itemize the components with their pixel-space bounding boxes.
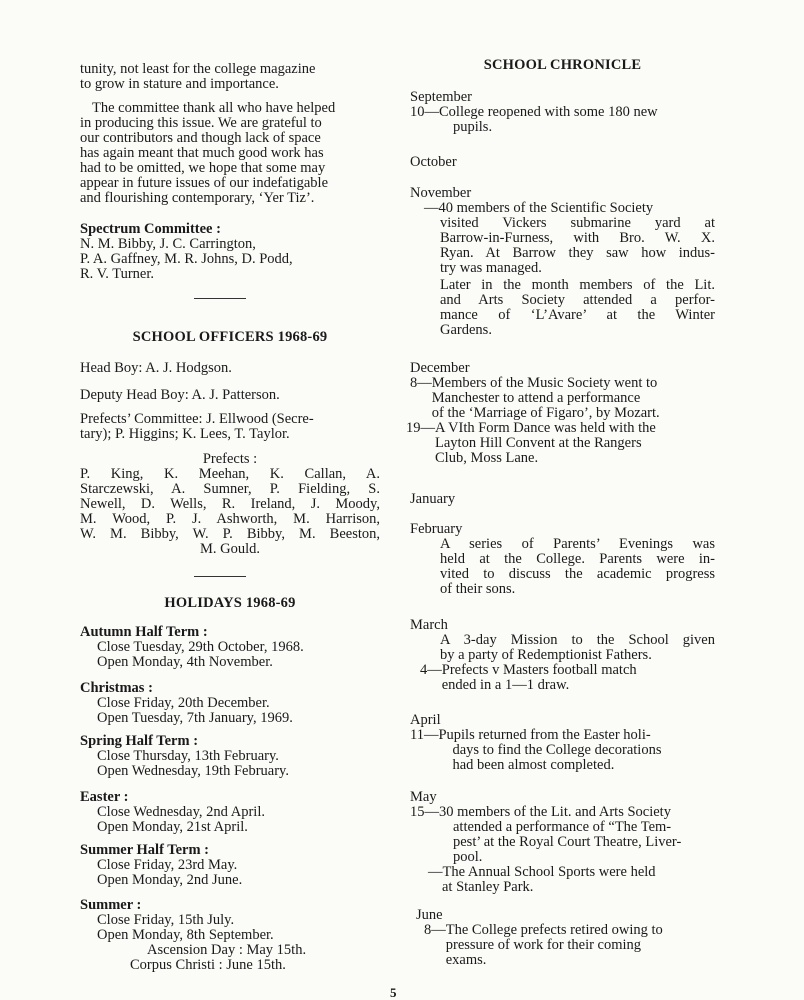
entry-line: visited Vickers submarine yard at	[440, 215, 715, 231]
chronicle-entry	[410, 537, 715, 597]
chronicle-entry	[410, 663, 715, 693]
thanks-line: The committee thank all who have helped	[92, 100, 336, 116]
prefects-line: M. Wood, P. J. Ashworth, M. Harrison,	[80, 511, 380, 527]
thanks-line: and flourishing contemporary, ‘Yer Tiz’.	[80, 190, 315, 206]
entry-line: Gardens.	[440, 322, 492, 338]
entry-line: had been almost completed.	[452, 757, 615, 773]
month-label: November	[410, 185, 472, 201]
month-label: April	[410, 712, 441, 728]
intro-line: to grow in stature and importance.	[80, 76, 279, 92]
chronicle-entry	[410, 865, 715, 895]
term-block	[80, 898, 380, 973]
entry-line: A VIth Form Dance was held with the	[435, 420, 656, 436]
entry-line: A series of Parents’ Evenings was	[440, 536, 715, 552]
month-september	[410, 90, 715, 135]
entry-line: by a party of Redemptionist Fathers.	[440, 647, 652, 663]
entry-day: 8—	[410, 375, 432, 391]
deputy-head-boy: Deputy Head Boy: A. J. Patterson.	[80, 387, 280, 403]
entry-line: mance of ‘L’Avare’ at the Winter	[440, 307, 715, 323]
entry-day: 4—	[420, 662, 442, 678]
term-line: Close Thursday, 13th February.	[97, 748, 279, 764]
entry-line: vited to discuss the academic progress	[440, 566, 715, 582]
chronicle-entry	[416, 923, 715, 968]
entry-line: Prefects v Masters football match	[441, 662, 637, 678]
chronicle-entry	[410, 728, 715, 773]
entry-line: —The Annual School Sports were held	[428, 864, 656, 880]
committee-title: Spectrum Committee :	[80, 221, 221, 237]
term-line: Open Tuesday, 7th January, 1969.	[97, 710, 293, 726]
term-title: Christmas :	[80, 680, 153, 696]
month-march	[410, 618, 715, 693]
entry-line: ended in a 1—1 draw.	[441, 677, 570, 693]
term-block	[80, 790, 380, 835]
chronicle-heading: SCHOOL CHRONICLE	[483, 57, 642, 73]
entry-text	[432, 376, 715, 421]
term-line: Close Friday, 20th December.	[97, 695, 270, 711]
term-title: Summer Half Term :	[80, 842, 210, 858]
month-june	[416, 908, 715, 968]
entry-text	[435, 421, 715, 466]
entry-line: days to find the College decorations	[452, 742, 662, 758]
entry-text: College reopened with some 180 new pupils.	[439, 104, 658, 135]
entry-line: and Arts Society attended a perfor-	[440, 292, 715, 308]
month-april	[410, 713, 715, 773]
chronicle-entry	[410, 105, 715, 135]
term-line: Open Monday, 4th November.	[97, 654, 273, 670]
prefects-line: Newell, D. Wells, R. Ireland, J. Moody,	[80, 496, 380, 512]
entry-line: Manchester to attend a performance	[431, 390, 641, 406]
month-october: October	[410, 154, 457, 170]
prefects-line: W. M. Bibby, W. P. Bibby, M. Beeston,	[80, 526, 380, 542]
committee-line: R. V. Turner.	[80, 266, 155, 282]
month-label: December	[410, 360, 470, 376]
chronicle-entry	[406, 421, 715, 466]
month-november	[410, 186, 715, 338]
thanks-line: had to be omitted, we hope that some may	[80, 160, 326, 176]
page-number: 5	[390, 985, 397, 1000]
divider	[194, 576, 246, 577]
entry-day: 8—	[424, 922, 446, 938]
divider	[194, 298, 246, 299]
month-label: May	[410, 789, 437, 805]
term-block	[80, 843, 380, 888]
term-line: Close Wednesday, 2nd April.	[97, 804, 265, 820]
intro-line: tunity, not least for the college magazine	[80, 61, 316, 77]
term-line: Open Wednesday, 19th February.	[97, 763, 289, 779]
entry-day: 15—	[410, 804, 439, 820]
entry-day: 10—	[410, 104, 439, 120]
intro-paragraph	[80, 62, 380, 92]
officers-heading: SCHOOL OFFICERS 1968-69	[132, 329, 328, 345]
chronicle-entry	[410, 633, 715, 663]
month-label: June	[416, 907, 443, 923]
prefects-list	[80, 467, 380, 557]
term-line: Open Monday, 2nd June.	[97, 872, 243, 888]
entry-text	[438, 728, 715, 773]
entry-line: pest’ at the Royal Court Theatre, Liver-	[453, 834, 682, 850]
term-line: Close Friday, 23rd May.	[97, 857, 238, 873]
entry-line: attended a performance of “The Tem-	[453, 819, 672, 835]
prefects-line: M. Gould.	[199, 541, 261, 557]
ascension-day: Ascension Day : May 15th.	[147, 942, 307, 958]
entry-line: at Stanley Park.	[442, 879, 534, 895]
entry-line: Later in the month members of the Lit.	[440, 277, 715, 293]
prefects-line: Starczewski, A. Sumner, P. Fielding, S.	[80, 481, 380, 497]
entry-line: Pupils returned from the Easter holi-	[438, 727, 651, 743]
thanks-line: has again meant that much good work has	[80, 145, 324, 161]
prefects-committee-line: Prefects’ Committee: J. Ellwood (Secre-	[80, 411, 314, 427]
term-block	[80, 734, 380, 779]
entry-line: of their sons.	[440, 581, 516, 597]
month-december	[406, 360, 715, 466]
committee-line: P. A. Gaffney, M. R. Johns, D. Podd,	[80, 251, 293, 267]
term-line: Open Monday, 8th September.	[97, 927, 274, 943]
entry-text	[442, 663, 715, 693]
term-title: Summer :	[80, 897, 142, 913]
term-block	[80, 681, 380, 726]
chronicle-entry	[410, 201, 715, 276]
term-line: Close Friday, 15th July.	[97, 912, 235, 928]
entry-line: exams.	[445, 952, 487, 968]
thanks-line: appear in future issues of our indefatigable	[80, 175, 329, 191]
corpus-christi: Corpus Christi : June 15th.	[130, 957, 286, 973]
entry-text	[439, 805, 715, 865]
term-title: Autumn Half Term :	[80, 624, 208, 640]
term-title: Easter :	[80, 789, 129, 805]
month-january: January	[410, 491, 456, 507]
committee-line: N. M. Bibby, J. C. Carrington,	[80, 236, 256, 252]
head-boy: Head Boy: A. J. Hodgson.	[80, 360, 232, 376]
entry-text	[446, 923, 715, 968]
chronicle-entry	[410, 805, 715, 865]
term-block	[80, 625, 380, 670]
term-title: Spring Half Term :	[80, 733, 199, 749]
prefects-line: P. King, K. Meehan, K. Callan, A.	[80, 466, 380, 482]
month-label: March	[410, 617, 448, 633]
entry-line: 30 members of the Lit. and Arts Society	[439, 804, 671, 820]
entry-line: —40 members of the Scientific Society	[424, 200, 654, 216]
month-label: September	[410, 89, 473, 105]
entry-day: 11—	[410, 727, 439, 743]
entry-line: try was managed.	[440, 260, 542, 276]
entry-line: Ryan. At Barrow they saw how indus-	[440, 245, 715, 261]
entry-line: Layton Hill Convent at the Rangers	[435, 435, 642, 451]
prefects-committee-line: tary); P. Higgins; K. Lees, T. Taylor.	[80, 426, 290, 442]
entry-line: of the ‘Marriage of Figaro’, by Mozart.	[431, 405, 660, 421]
chronicle-entry	[410, 278, 715, 338]
spectrum-committee	[80, 222, 380, 282]
month-february	[410, 522, 715, 597]
thanks-line: in producing this issue. We are grateful to	[80, 115, 322, 131]
entry-line: Barrow-in-Furness, with Bro. W. X.	[440, 230, 715, 246]
entry-line: Club, Moss Lane.	[435, 450, 539, 466]
entry-day: 19—	[406, 420, 435, 436]
entry-line: A 3-day Mission to the School given	[440, 632, 715, 648]
entry-line: The College prefects retired owing to	[445, 922, 663, 938]
entry-line: Members of the Music Society went to	[431, 375, 658, 391]
month-label: February	[410, 521, 463, 537]
thanks-line: our contributors and though lack of space	[80, 130, 321, 146]
month-may	[410, 790, 715, 895]
entry-line: pool.	[453, 849, 483, 865]
term-line: Close Tuesday, 29th October, 1968.	[97, 639, 304, 655]
thanks-paragraph	[80, 101, 380, 206]
holidays-heading: HOLIDAYS 1968-69	[164, 595, 296, 611]
prefects-title: Prefects :	[202, 451, 258, 467]
entry-line: pressure of work for their coming	[445, 937, 642, 953]
prefects-committee	[80, 412, 380, 442]
term-line: Open Monday, 21st April.	[97, 819, 248, 835]
entry-line: held at the College. Parents were in-	[440, 551, 715, 567]
chronicle-entry	[410, 376, 715, 421]
